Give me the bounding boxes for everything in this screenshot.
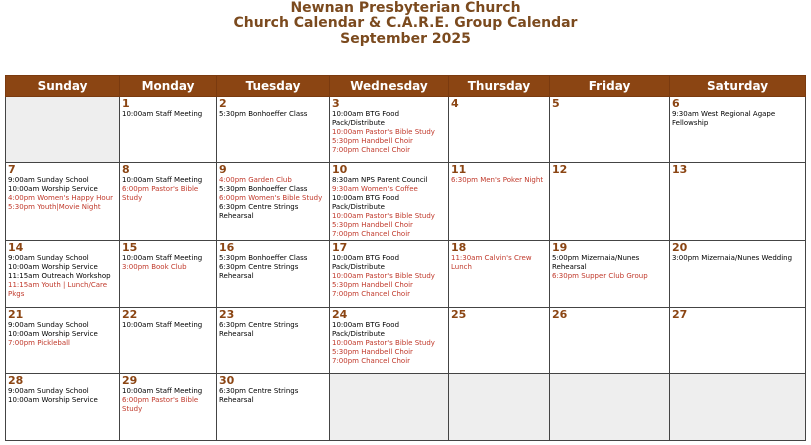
day-cell[interactable] [217,241,330,308]
calendar-event[interactable]: 6:00pm Pastor's Bible Study [122,185,199,202]
weekday-header-saturday: Saturday [670,76,806,97]
day-number: 29 [122,374,138,387]
day-number: 28 [8,374,24,387]
day-cell[interactable] [6,241,120,308]
day-cell[interactable] [670,163,806,241]
calendar-event[interactable]: 7:00pm Pickleball [8,339,70,347]
calendar-event[interactable]: 11:30am Calvin's Crew Lunch [451,254,532,271]
calendar-event[interactable]: 11:15am Youth | Lunch/Care Pkgs [8,281,108,298]
day-number: 19 [552,241,568,254]
weekday-header-row [6,76,806,97]
calendar-event[interactable]: 10:00am Pastor's Bible Study [332,128,435,136]
day-cell[interactable] [120,308,217,374]
calendar-event[interactable]: 10:00am Staff Meeting [122,176,203,184]
church-name: Newnan Presbyterian Church [290,0,521,16]
calendar-event[interactable]: 10:00am Pastor's Bible Study [332,212,435,220]
day-cell[interactable] [550,97,670,163]
weekday-header-monday: Monday [120,76,217,97]
calendar-event[interactable]: 10:00am BTG Food Pack/Distribute [332,254,400,271]
calendar-event[interactable]: 9:30am West Regional Agape Fellowship [672,110,776,127]
day-cell[interactable] [217,97,330,163]
calendar-event[interactable]: 6:30pm Men's Poker Night [451,176,544,184]
day-number: 7 [8,163,16,176]
day-cell[interactable] [330,241,449,308]
day-number: 3 [332,97,340,110]
calendar-event[interactable]: 7:00pm Chancel Choir [332,230,411,238]
day-cell[interactable] [449,241,550,308]
calendar-event[interactable]: 5:30pm Bonhoeffer Class [219,254,308,262]
calendar-event[interactable]: 10:00am Staff Meeting [122,110,203,118]
calendar-event[interactable]: 10:00am Pastor's Bible Study [332,339,435,347]
day-number: 20 [672,241,688,254]
calendar-event[interactable]: 8:30am NPS Parent Council [332,176,428,184]
calendar-event[interactable]: 10:00am Staff Meeting [122,387,203,395]
calendar-event[interactable]: 9:00am Sunday School [8,254,89,262]
calendar-event[interactable]: 5:30pm Handbell Choir [332,348,413,356]
day-number: 13 [672,163,688,176]
calendar-event[interactable]: 7:00pm Chancel Choir [332,290,411,298]
day-cell[interactable] [550,308,670,374]
day-number: 6 [672,97,680,110]
weekday-header-friday: Friday [550,76,670,97]
calendar-event[interactable]: 5:30pm Handbell Choir [332,137,413,145]
weekday-header-wednesday: Wednesday [330,76,449,97]
day-cell[interactable] [550,163,670,241]
day-number: 22 [122,308,138,321]
day-number: 18 [451,241,467,254]
day-cell[interactable] [330,308,449,374]
day-number: 11 [451,163,467,176]
calendar-event[interactable]: 10:00am BTG Food Pack/Distribute [332,110,400,127]
day-number: 9 [219,163,227,176]
day-cell[interactable] [550,241,670,308]
day-cell[interactable] [217,163,330,241]
calendar-event[interactable]: 10:00am Worship Service [8,263,98,271]
day-number: 8 [122,163,130,176]
calendar-event[interactable]: 10:00am Staff Meeting [122,254,203,262]
calendar-title: Church Calendar & C.A.R.E. Group Calendar [233,15,578,31]
day-number: 17 [332,241,348,254]
calendar-event[interactable]: 10:00am Worship Service [8,330,98,338]
empty-day-cell [330,374,449,441]
day-cell[interactable] [449,163,550,241]
weekday-header-tuesday: Tuesday [217,76,330,97]
day-cell[interactable] [120,97,217,163]
calendar-event[interactable]: 10:00am BTG Food Pack/Distribute [332,194,400,211]
day-cell[interactable] [330,163,449,241]
calendar-event[interactable]: 10:00am Staff Meeting [122,321,203,329]
day-cell[interactable] [120,241,217,308]
calendar-event[interactable]: 3:00pm Mizernaia/Nunes Wedding [672,254,793,262]
day-number: 24 [332,308,348,321]
calendar-event[interactable]: 5:30pm Bonhoeffer Class [219,185,308,193]
day-number: 14 [8,241,24,254]
day-number: 21 [8,308,24,321]
day-cell[interactable] [120,163,217,241]
day-number: 26 [552,308,568,321]
calendar-event[interactable]: 7:00pm Chancel Choir [332,146,411,154]
day-number: 5 [552,97,560,110]
calendar-event[interactable]: 9:00am Sunday School [8,321,89,329]
day-cell[interactable] [6,308,120,374]
calendar-event[interactable]: 3:00pm Book Club [122,263,187,271]
calendar-event[interactable]: 6:30pm Centre Strings Rehearsal [219,263,299,280]
day-number: 16 [219,241,235,254]
month-calendar-grid [5,75,806,441]
month-title: September 2025 [340,31,471,47]
calendar-event[interactable]: 6:00pm Women's Bible Study [219,194,323,202]
calendar-event[interactable]: 5:30pm Handbell Choir [332,221,413,229]
day-cell[interactable] [120,374,217,441]
day-cell[interactable] [670,308,806,374]
empty-day-cell [6,97,120,163]
calendar-event[interactable]: 6:30pm Centre Strings Rehearsal [219,203,299,220]
day-cell[interactable] [217,374,330,441]
calendar-event[interactable]: 10:00am BTG Food Pack/Distribute [332,321,400,338]
day-number: 4 [451,97,459,110]
calendar-event[interactable]: 9:30am Women's Coffee [332,185,418,193]
week-row [6,97,806,163]
day-number: 15 [122,241,138,254]
calendar-event[interactable]: 6:30pm Centre Strings Rehearsal [219,387,299,404]
calendar-event[interactable]: 11:15am Outreach Workshop [8,272,111,280]
calendar-event[interactable]: 6:30pm Supper Club Group [552,272,648,280]
week-row [6,308,806,374]
day-cell[interactable] [449,97,550,163]
empty-day-cell [550,374,670,441]
calendar-event[interactable]: 9:00am Sunday School [8,176,89,184]
day-number: 10 [332,163,348,176]
day-cell[interactable] [670,241,806,308]
day-number: 30 [219,374,235,387]
day-cell[interactable] [449,308,550,374]
calendar-event[interactable]: 5:30pm Bonhoeffer Class [219,110,308,118]
calendar-event[interactable]: 4:00pm Women's Happy Hour [8,194,114,202]
day-number: 12 [552,163,568,176]
week-row [6,163,806,241]
day-cell[interactable] [6,374,120,441]
day-cell[interactable] [6,163,120,241]
calendar-event[interactable]: 9:00am Sunday School [8,387,89,395]
calendar-event[interactable]: 6:00pm Pastor's Bible Study [122,396,199,413]
day-number: 1 [122,97,130,110]
calendar-event[interactable]: 10:00am Worship Service [8,396,98,404]
calendar-event[interactable]: 10:00am Pastor's Bible Study [332,272,435,280]
week-row [6,241,806,308]
day-number: 23 [219,308,235,321]
day-cell[interactable] [670,97,806,163]
day-cell[interactable] [217,308,330,374]
day-number: 27 [672,308,688,321]
calendar-event[interactable]: 7:00pm Chancel Choir [332,357,411,365]
calendar-event[interactable]: 10:00am Worship Service [8,185,98,193]
empty-day-cell [670,374,806,441]
calendar-event[interactable]: 5:00pm Mizernaia/Nunes Rehearsal [552,254,640,271]
week-row [6,374,806,441]
empty-day-cell [449,374,550,441]
day-number: 25 [451,308,467,321]
calendar-event[interactable]: 6:30pm Centre Strings Rehearsal [219,321,299,338]
calendar-event[interactable]: 5:30pm Youth|Movie Night [8,203,101,211]
day-number: 2 [219,97,227,110]
weekday-header-thursday: Thursday [449,76,550,97]
day-cell[interactable] [330,97,449,163]
calendar-event[interactable]: 5:30pm Handbell Choir [332,281,413,289]
weekday-header-sunday: Sunday [6,76,120,97]
calendar-event[interactable]: 4:00pm Garden Club [219,176,292,184]
